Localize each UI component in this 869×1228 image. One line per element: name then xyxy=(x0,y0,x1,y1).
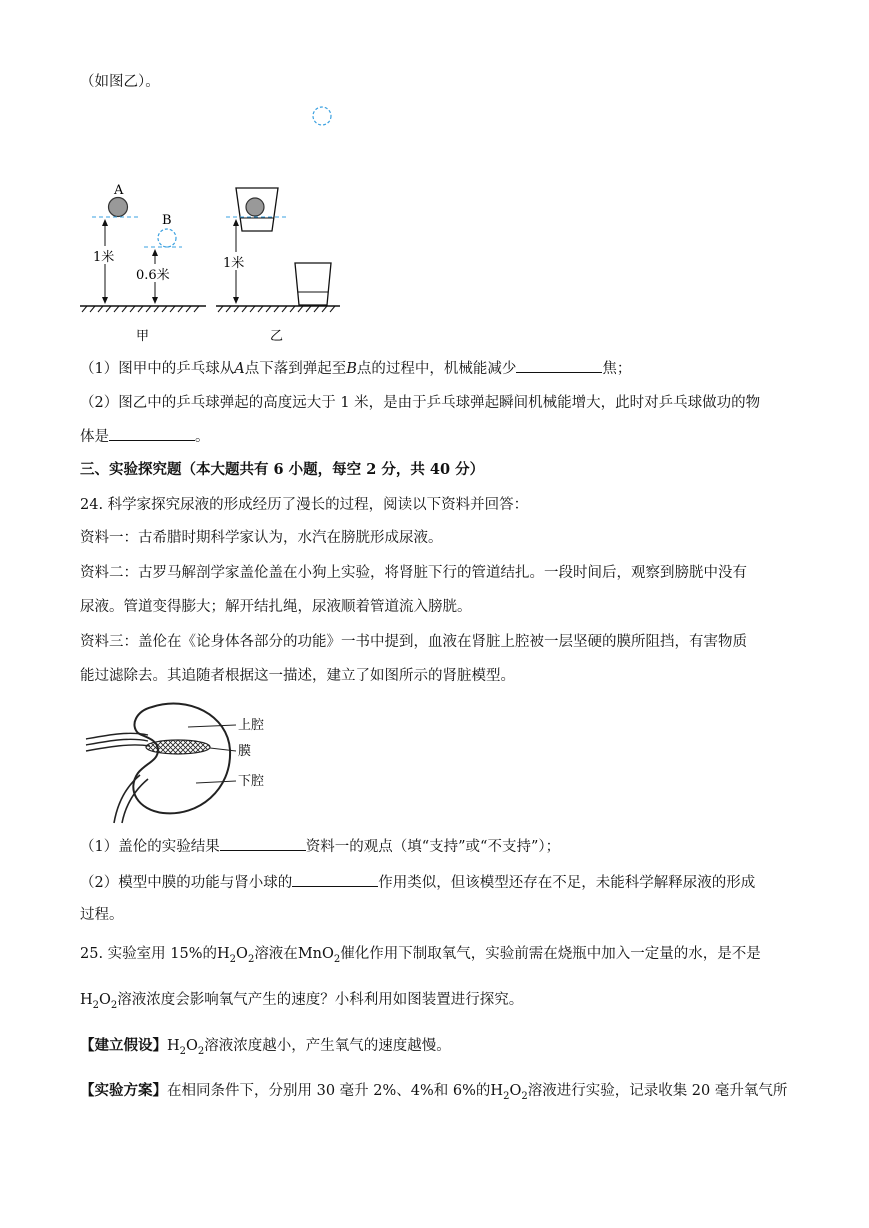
ping-pong-figure xyxy=(78,100,348,350)
answer-blank[interactable] xyxy=(516,357,602,373)
q24-material2-l1: 资料二：古罗马解剖学家盖伦盖在小狗上实验，将肾脏下行的管道结扎。一段时间后，观察到膀胱中没有 xyxy=(80,565,747,581)
h2o2-formula: $H_2O_2$ xyxy=(490,1083,528,1102)
label-upper-cavity: 上腔 xyxy=(238,718,265,733)
h2o2-formula: $H_2O_2$ xyxy=(80,992,118,1011)
mno2-formula: MnO$_2$ xyxy=(297,946,341,965)
label-b: B xyxy=(162,213,172,228)
q23-part2-line2: 体是 。 xyxy=(80,425,210,447)
h2o2-formula: $H_2O_2$ xyxy=(167,1038,205,1057)
q24-intro: 24. 科学家探究尿液的形成经历了漫长的过程，阅读以下资料并回答： xyxy=(80,497,529,513)
h2o2-formula: $H_2O_2$ xyxy=(217,946,255,965)
label-membrane: 膜 xyxy=(238,744,252,759)
label-lower-cavity: 下腔 xyxy=(238,774,265,789)
q23-part2-line1: （2）图乙中的乒乓球弹起的高度远大于 1 米，是由于乒乓球弹起瞬间机械能增大，此时对乒乓球做功的物 xyxy=(80,395,761,411)
section-heading: 三、实验探究题（本大题共有 6 小题，每空 2 分，共 40 分） xyxy=(80,461,485,478)
q23-part1: （1）图甲中的乒乓球从A点下落到弹起至B点的过程中，机械能减少 焦； xyxy=(80,357,631,379)
height-1m-b: 1米 xyxy=(223,256,245,271)
height-1m-a: 1米 xyxy=(93,250,115,265)
q24-material1: 资料一：古希腊时期科学家认为，水汽在膀胱形成尿液。 xyxy=(80,530,443,546)
q24-part2-l1: （2）模型中膜的功能与肾小球的 作用类似，但该模型还存在不足，未能科学解释尿液的形成 xyxy=(80,871,755,893)
q24-material3-l2: 能过滤除去。其追随者根据这一描述，建立了如图所示的肾脏模型。 xyxy=(80,668,515,684)
q25-line2: $H_2O_2$溶液浓度会影响氧气产生的速度？小科利用如图装置进行探究。 xyxy=(80,992,524,1011)
label-a: A xyxy=(114,183,124,198)
answer-blank[interactable] xyxy=(220,835,306,851)
q25-hypothesis: 【建立假设】$H_2O_2$溶液浓度越小，产生氧气的速度越慢。 xyxy=(80,1037,451,1057)
caption-jia: 甲 xyxy=(136,329,150,344)
q25-plan: 【实验方案】在相同条件下，分别用 30 毫升 2%、4%和 6%的$H_2O_2$溶液进行实验，记录收集 20 毫升氧气所 xyxy=(80,1082,788,1102)
kidney-model-figure xyxy=(78,695,278,825)
answer-blank[interactable] xyxy=(109,425,195,441)
q24-part1: （1）盖伦的实验结果 资料一的观点（填“支持”或“不支持”）； xyxy=(80,835,560,857)
caption-yi: 乙 xyxy=(270,329,284,344)
answer-blank[interactable] xyxy=(292,871,378,887)
q24-material3-l1: 资料三：盖伦在《论身体各部分的功能》一书中提到，血液在肾脏上腔被一层坚硬的膜所阻挡，有害物质 xyxy=(80,634,747,650)
height-0-6m: 0.6米 xyxy=(136,268,170,283)
top-line: （如图乙）。 xyxy=(80,74,160,90)
q24-part2-l2: 过程。 xyxy=(80,907,124,923)
q24-material2-l2: 尿液。管道变得膨大；解开结扎绳，尿液顺着管道流入膀胱。 xyxy=(80,599,472,615)
q25-line1: 25. 实验室用 15%的$H_2O_2$溶液在MnO$_2$催化作用下制取氧气，实验前需在烧瓶中加入一定量的水，是不是 xyxy=(80,946,761,965)
